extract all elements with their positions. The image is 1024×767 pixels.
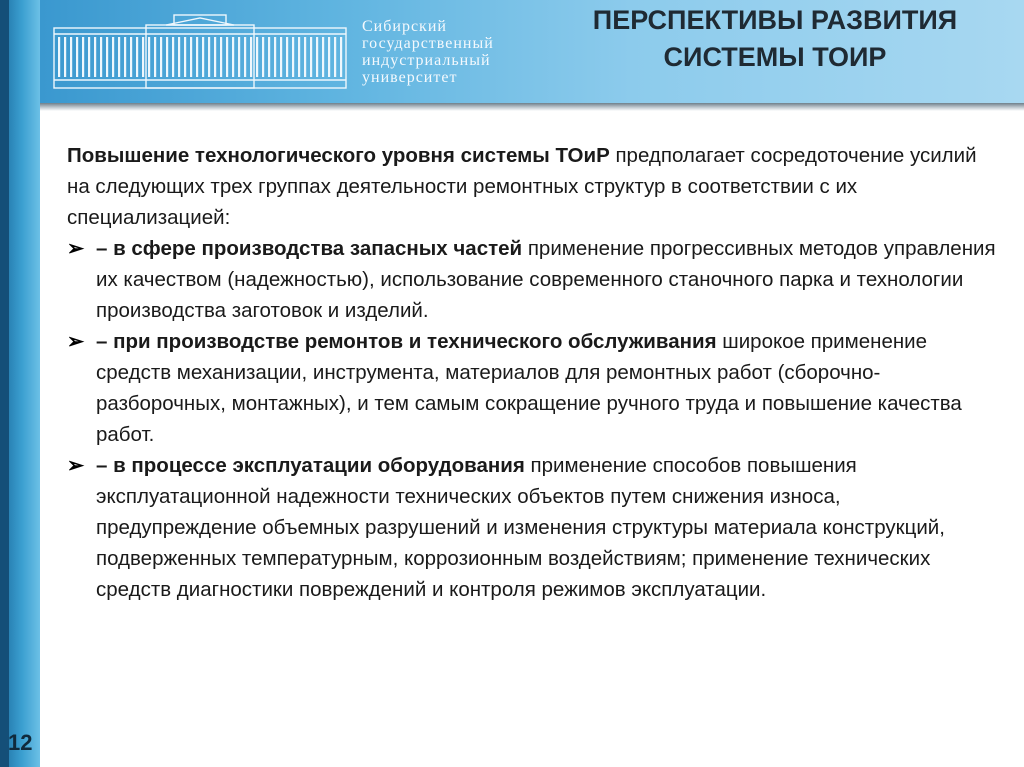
logo-column — [142, 37, 144, 77]
logo-column — [292, 37, 294, 77]
logo-column — [316, 37, 318, 77]
logo-column — [160, 37, 162, 77]
bullet-text: широкое применение средств механизации, инструмента, материалов для ремонтных работ (сборочно-разборочных, монтажных), и тем самым сокращение ручного труда и повышение качества работ. — [96, 330, 962, 446]
logo-line: университет — [362, 69, 458, 86]
bullet-text: применение прогрессивных методов управления их качеством (надежностью), использование современного станочного парка и технологии производства заготовок и изделий. — [96, 237, 996, 322]
logo-column — [64, 37, 66, 77]
arrow-bullet-icon: ➢ — [67, 237, 85, 260]
logo-column — [178, 37, 180, 77]
slide-title-line: ПЕРСПЕКТИВЫ РАЗВИТИЯ — [592, 5, 958, 35]
logo-column — [334, 37, 336, 77]
slide-body — [67, 140, 1002, 605]
logo-column — [322, 37, 324, 77]
logo-column — [232, 37, 234, 77]
logo-column — [244, 37, 246, 77]
logo-column — [154, 37, 156, 77]
logo-column — [94, 37, 96, 77]
logo-column — [124, 37, 126, 77]
intro-paragraph — [67, 140, 1002, 233]
bullet-item — [67, 233, 1002, 326]
logo-column — [166, 37, 168, 77]
arrow-bullet-icon: ➢ — [67, 454, 85, 477]
slide-title — [560, 2, 990, 76]
university-building-logo-icon — [50, 12, 350, 92]
logo-line: индустриальный — [362, 52, 491, 69]
logo-column — [148, 37, 150, 77]
logo-column — [196, 37, 198, 77]
logo-column — [208, 37, 210, 77]
logo-column — [340, 37, 342, 77]
logo-line: государственный — [362, 35, 494, 52]
logo-column — [202, 37, 204, 77]
logo-column — [286, 37, 288, 77]
logo-column — [274, 37, 276, 77]
logo-column — [76, 37, 78, 77]
logo-column — [268, 37, 270, 77]
logo-column — [220, 37, 222, 77]
logo-column — [136, 37, 138, 77]
bullet-text: применение способов повышения эксплуатационной надежности технических объектов путем снижения износа, предупреждение объемных разрушений и изменения структуры материала конструкций, подверженных температурным, коррозионным воздействиям; применение технических средств диагностики повреждений и контроля режимов эксплуатации. — [96, 454, 945, 601]
logo-column — [112, 37, 114, 77]
header-shadow — [40, 103, 1024, 111]
logo-line: Сибирский — [362, 18, 447, 35]
logo-column — [280, 37, 282, 77]
bullet-bold: – в сфере производства запасных частей — [96, 237, 523, 260]
logo-column — [106, 37, 108, 77]
slide-title-line: СИСТЕМЫ ТОИР — [663, 42, 887, 72]
logo-column — [214, 37, 216, 77]
intro-bold: Повышение технологического уровня системы ТОиР — [67, 144, 610, 167]
logo-column — [304, 37, 306, 77]
bullet-bold: – при производстве ремонтов и технического обслуживания — [96, 330, 717, 353]
logo-column — [184, 37, 186, 77]
page-number: 12 — [8, 730, 33, 755]
logo-column — [70, 37, 72, 77]
logo-column — [172, 37, 174, 77]
logo-column — [118, 37, 120, 77]
logo-column — [100, 37, 102, 77]
left-accent-edge — [0, 0, 9, 767]
intro-text: предполагает сосредоточение усилий на следующих трех группах деятельности ремонтных структур в соответствии с их специализацией: — [67, 144, 977, 229]
logo-column — [310, 37, 312, 77]
bullet-item — [67, 326, 1002, 450]
arrow-bullet-icon: ➢ — [67, 330, 85, 353]
bullet-bold: – в процессе эксплуатации оборудования — [96, 454, 525, 477]
university-name — [362, 18, 494, 86]
logo-column — [328, 37, 330, 77]
logo-column — [238, 37, 240, 77]
logo-column — [58, 37, 60, 77]
logo-column — [256, 37, 258, 77]
logo-column — [250, 37, 252, 77]
bullet-item — [67, 450, 1002, 605]
logo-column — [190, 37, 192, 77]
logo-column — [298, 37, 300, 77]
logo-column — [226, 37, 228, 77]
logo-column — [88, 37, 90, 77]
logo-column — [130, 37, 132, 77]
logo-column — [82, 37, 84, 77]
logo-column — [262, 37, 264, 77]
